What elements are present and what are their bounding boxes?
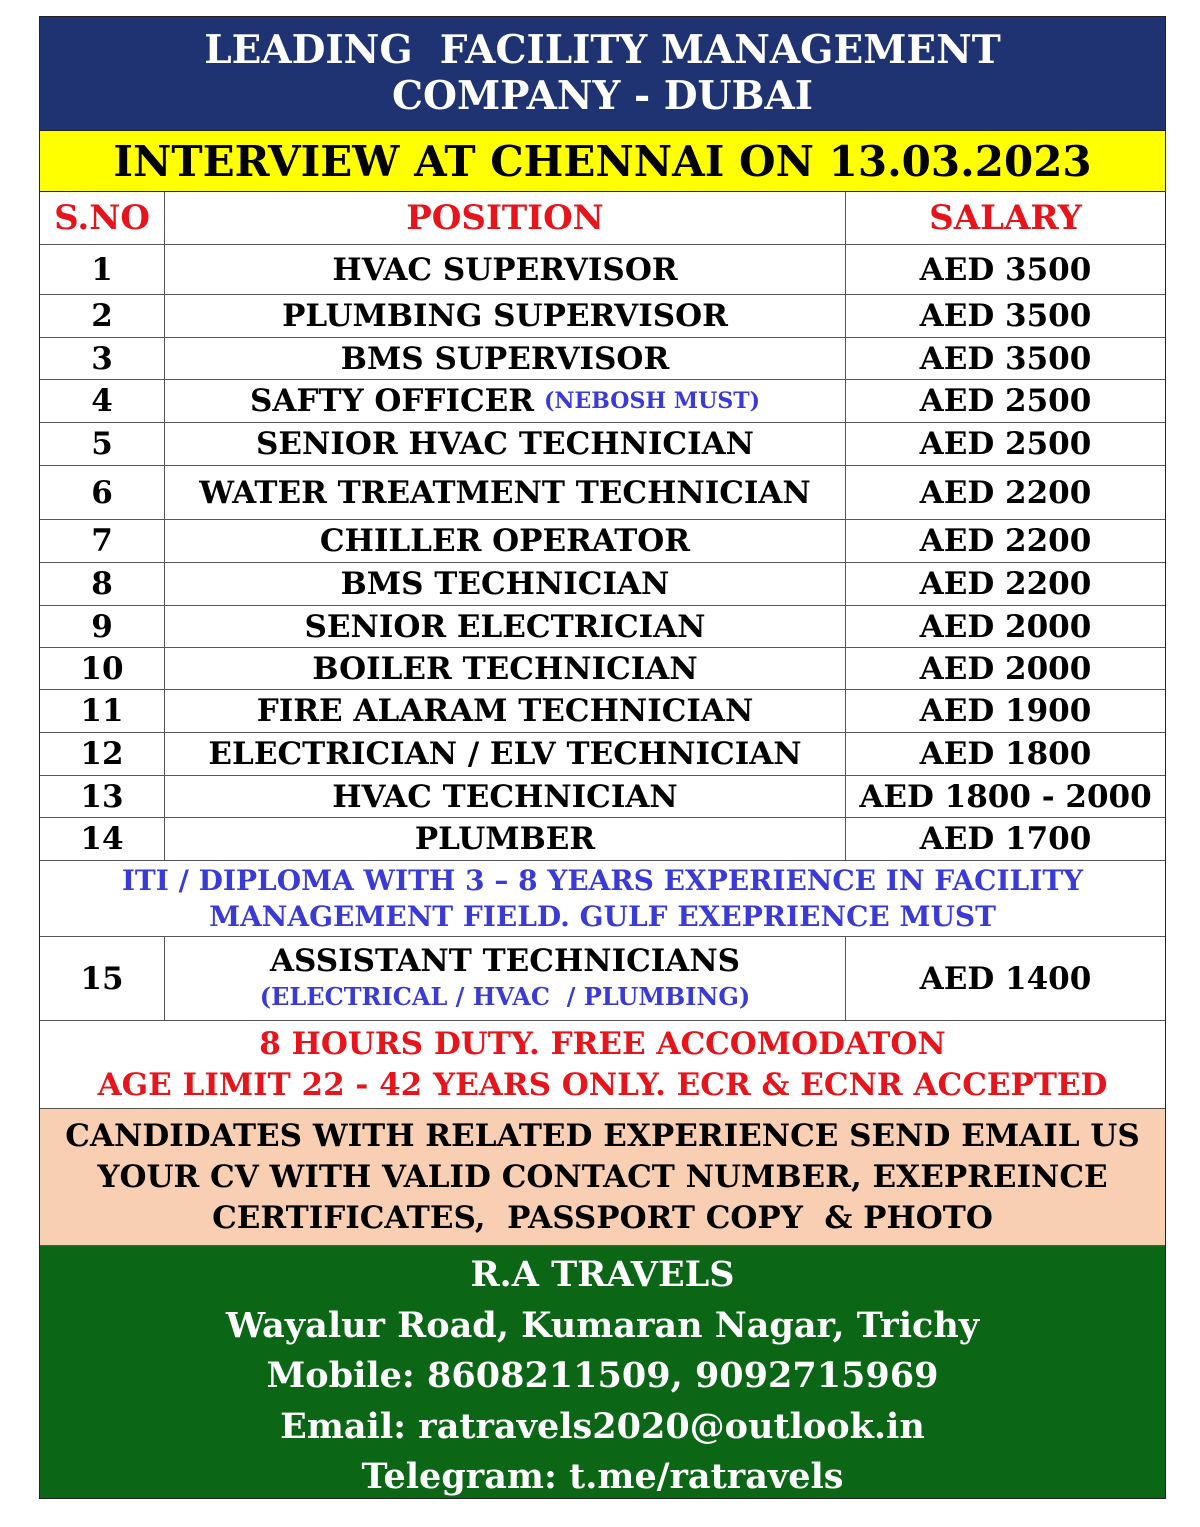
row-position xyxy=(165,648,846,689)
row-salary: AED 2500 xyxy=(919,383,1092,419)
poster-title xyxy=(40,17,1165,130)
contact-block xyxy=(40,1246,1165,1498)
table-row xyxy=(40,733,1165,776)
position-name: BMS TECHNICIAN xyxy=(340,566,670,602)
benefits-line-2: AGE LIMIT 22 - 42 YEARS ONLY. ECR & ECNR ACCEPTED xyxy=(97,1067,1108,1103)
row-sno: 8 xyxy=(40,563,165,605)
table-row xyxy=(40,338,1165,380)
row-position xyxy=(165,245,846,294)
row-salary: AED 2200 xyxy=(919,566,1092,602)
table-row xyxy=(40,648,1165,690)
row-salary: AED 1700 xyxy=(919,821,1092,857)
position-name: BOILER TECHNICIAN xyxy=(312,650,698,687)
table-row xyxy=(40,423,1165,466)
interview-banner: INTERVIEW AT CHENNAI ON 13.03.2023 xyxy=(40,130,1165,192)
position-note: (NEBOSH MUST) xyxy=(544,388,761,414)
row-sno: 14 xyxy=(40,818,165,860)
qualification-note xyxy=(40,861,1165,937)
benefits-note xyxy=(40,1022,1165,1108)
row-sno: 5 xyxy=(40,423,165,465)
row-position xyxy=(165,937,846,1020)
row-salary: AED 2000 xyxy=(919,650,1092,687)
row-salary: AED 2500 xyxy=(919,426,1092,462)
table-row xyxy=(40,690,1165,733)
table-row xyxy=(40,380,1165,423)
table-header xyxy=(40,192,1165,245)
apply-line-3: CERTIFICATES, PASSPORT COPY & PHOTO xyxy=(212,1200,993,1236)
column-header-salary: SALARY xyxy=(929,198,1082,238)
row-salary: AED 3500 xyxy=(919,340,1092,377)
table-row xyxy=(40,295,1165,338)
row-salary: AED 2200 xyxy=(919,474,1092,511)
apply-instructions xyxy=(40,1108,1165,1246)
row-sno: 6 xyxy=(40,466,165,519)
table-row xyxy=(40,245,1165,295)
position-note: (ELECTRICAL / HVAC / PLUMBING) xyxy=(259,981,751,1011)
row-salary: AED 3500 xyxy=(919,251,1092,288)
position-name: HVAC SUPERVISOR xyxy=(332,251,678,288)
agency-address: Wayalur Road, Kumaran Nagar, Trichy xyxy=(225,1304,980,1346)
title-line-2: COMPANY - DUBAI xyxy=(391,73,814,119)
table-row xyxy=(40,776,1165,818)
row-salary: AED 1800 - 2000 xyxy=(859,778,1152,815)
row-sno: 11 xyxy=(40,690,165,732)
table-row xyxy=(40,818,1165,861)
row-position xyxy=(165,423,846,465)
position-name: BMS SUPERVISOR xyxy=(340,340,670,377)
row-sno: 7 xyxy=(40,520,165,562)
position-name: WATER TREATMENT TECHNICIAN xyxy=(199,474,811,511)
column-header-position: POSITION xyxy=(165,192,846,244)
position-name: FIRE ALARAM TECHNICIAN xyxy=(256,693,754,729)
position-name: PLUMBING SUPERVISOR xyxy=(282,298,728,334)
row-position xyxy=(165,606,846,647)
row-position xyxy=(165,380,846,422)
row-sno: 3 xyxy=(40,338,165,379)
job-poster xyxy=(39,16,1166,1499)
row-sno: 10 xyxy=(40,648,165,689)
position-name: SAFTY OFFICER xyxy=(249,383,535,419)
column-header-sno: S.NO xyxy=(40,192,165,244)
row-position xyxy=(165,563,846,605)
position-name: CHILLER OPERATOR xyxy=(319,523,691,559)
position-name: PLUMBER xyxy=(414,821,596,857)
row-sno: 12 xyxy=(40,733,165,775)
position-name: ELECTRICIAN / ELV TECHNICIAN xyxy=(208,736,802,772)
table-row xyxy=(40,937,1165,1021)
row-salary: AED 3500 xyxy=(919,298,1092,334)
qualification-line-1: ITI / DIPLOMA WITH 3 – 8 YEARS EXPERIENCE IN FACILITY xyxy=(121,864,1084,897)
row-sno: 2 xyxy=(40,295,165,337)
apply-line-1: CANDIDATES WITH RELATED EXPERIENCE SEND EMAIL US xyxy=(65,1118,1140,1154)
row-position xyxy=(165,520,846,562)
row-position xyxy=(165,690,846,732)
position-name: SENIOR ELECTRICIAN xyxy=(304,608,706,645)
row-sno: 15 xyxy=(40,937,165,1020)
table-row xyxy=(40,606,1165,648)
title-line-1: LEADING FACILITY MANAGEMENT xyxy=(204,27,1001,73)
table-row xyxy=(40,563,1165,606)
table-row xyxy=(40,520,1165,563)
row-position xyxy=(165,338,846,379)
row-salary: AED 1900 xyxy=(919,693,1092,729)
benefits-line-1: 8 HOURS DUTY. FREE ACCOMODATON xyxy=(259,1026,946,1062)
row-sno: 13 xyxy=(40,776,165,817)
row-salary: AED 2000 xyxy=(919,608,1092,645)
position-name: SENIOR HVAC TECHNICIAN xyxy=(256,426,754,462)
mobile-numbers: Mobile: 8608211509, 9092715969 xyxy=(266,1355,939,1396)
row-salary: AED 1800 xyxy=(919,736,1092,772)
telegram-link: Telegram: t.me/ratravels xyxy=(361,1456,844,1497)
position-name: ASSISTANT TECHNICIANS xyxy=(269,942,741,979)
apply-line-2: YOUR CV WITH VALID CONTACT NUMBER, EXEPREINCE xyxy=(97,1159,1108,1195)
qualification-line-2: MANAGEMENT FIELD. GULF EXEPRIENCE MUST xyxy=(209,900,996,933)
row-sno: 4 xyxy=(40,380,165,422)
row-position xyxy=(165,776,846,817)
row-position xyxy=(165,733,846,775)
row-sno: 1 xyxy=(40,245,165,294)
row-position xyxy=(165,295,846,337)
agency-name: R.A TRAVELS xyxy=(470,1254,735,1295)
row-salary: AED 1400 xyxy=(919,960,1092,997)
row-position xyxy=(165,818,846,860)
table-row xyxy=(40,466,1165,520)
row-position xyxy=(165,466,846,519)
row-salary: AED 2200 xyxy=(919,523,1092,559)
position-name: HVAC TECHNICIAN xyxy=(332,778,678,815)
email-address: Email: ratravels2020@outlook.in xyxy=(280,1405,925,1447)
row-sno: 9 xyxy=(40,606,165,647)
